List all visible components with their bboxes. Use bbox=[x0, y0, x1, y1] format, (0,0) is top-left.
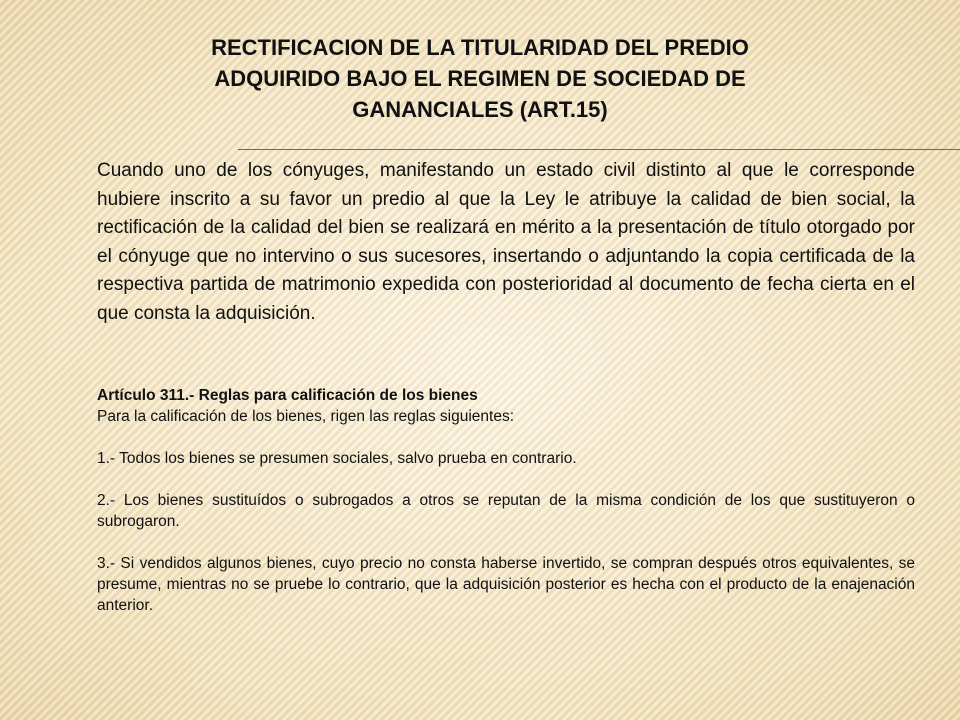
intro-paragraph: Cuando uno de los cónyuges, manifestando un estado civil distinto al que le corresponde hubiere inscrito a su favor un predio al que la Ley le atribuye la calidad de bien social, la rectificación de la calidad del bien se realizará en mérito a la presentación de título otorgado por el cónyuge que no intervino o sus sucesores, insertando o adjuntando la copia certificada de la respectiva partida de matrimonio expedida con posterioridad al documento de fecha cierta en el que consta la adquisición. bbox=[97, 160, 915, 324]
title-line-3: GANANCIALES (ART.15) bbox=[352, 97, 608, 122]
article-section bbox=[97, 385, 915, 616]
rule-2: 2.- Los bienes sustituídos o subrogados a otros se reputan de la misma condición de los que sustituyeron o subrogaron. bbox=[97, 492, 915, 530]
slide-title bbox=[110, 32, 850, 125]
title-line-1: RECTIFICACION DE LA TITULARIDAD DEL PREDIO bbox=[211, 35, 749, 60]
title-divider bbox=[238, 149, 960, 150]
article-intro: Para la calificación de los bienes, rigen las reglas siguientes: bbox=[97, 408, 515, 425]
rule-3: 3.- Si vendidos algunos bienes, cuyo precio no consta haberse invertido, se compran después otros equivalentes, se presume, mientras no se pruebe lo contrario, que la adquisición posterior es hecha con el producto de la enajenación anterior. bbox=[97, 555, 915, 614]
article-heading: Artículo 311.- Reglas para calificación de los bienes bbox=[97, 387, 478, 404]
rule-1: 1.- Todos los bienes se presumen sociales, salvo prueba en contrario. bbox=[97, 450, 577, 467]
title-line-2: ADQUIRIDO BAJO EL REGIMEN DE SOCIEDAD DE bbox=[214, 66, 746, 91]
